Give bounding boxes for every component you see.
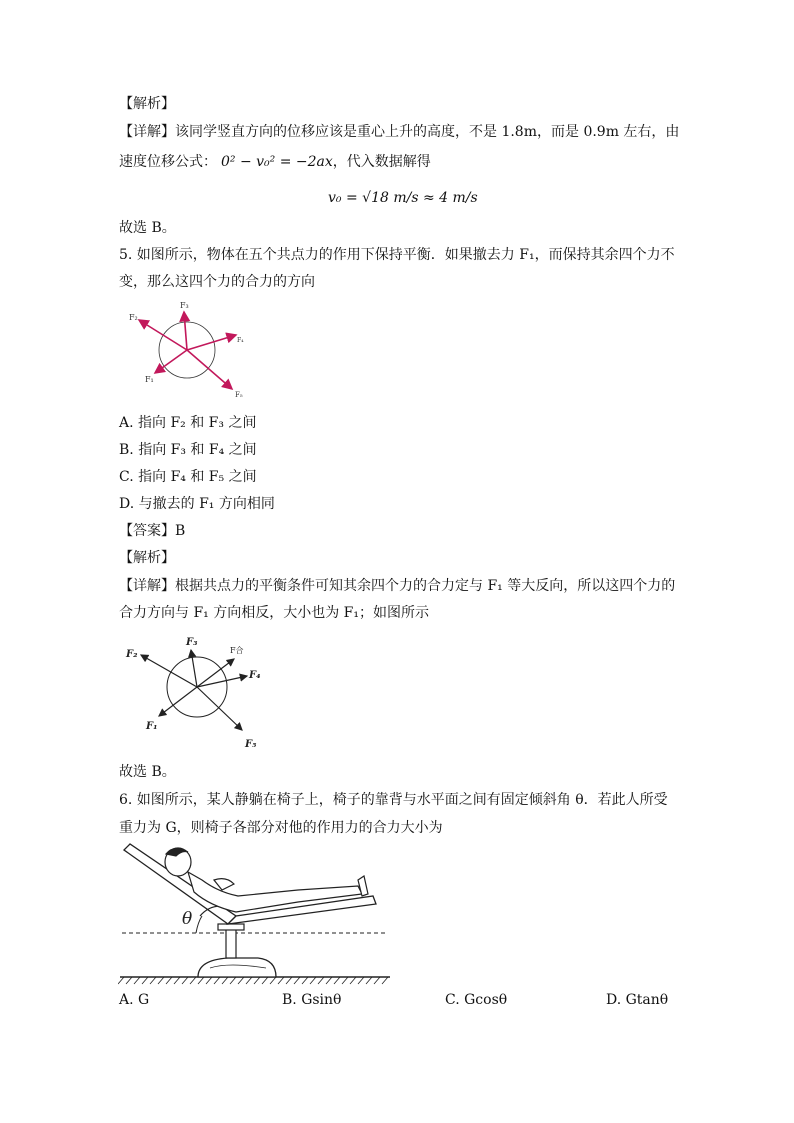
f3-vector — [184, 312, 187, 350]
f5-vector-2 — [197, 687, 242, 730]
f5-label-2: F₅ — [245, 739, 257, 750]
q4-detail-text: 该同学竖直方向的位移应该是重心上升的高度，不是 1.8m，而是 0.9m 左右，由 — [175, 124, 680, 140]
q5-analysis-heading: 【解析】 — [119, 550, 175, 566]
f2-vector — [139, 320, 187, 350]
f3-vector-2 — [191, 650, 197, 687]
q4-detail-line2 — [119, 152, 431, 172]
f3-label: F₃ — [180, 301, 189, 310]
f2-vector-2 — [141, 655, 197, 687]
q5-answer-line — [119, 521, 185, 541]
q5-detail-text1: 根据共点力的平衡条件可知其余四个力的合力定与 F₁ 等大反向，所以这四个力的 — [175, 578, 676, 594]
f1-label-2: F₁ — [146, 721, 158, 732]
theta-arc — [196, 916, 202, 933]
q5-answer: B — [175, 523, 186, 539]
q5-force-diagram — [125, 298, 265, 398]
q4-formula2: v₀ = √18 m/s ≈ 4 m/s — [328, 190, 478, 206]
f5-label: F₅ — [235, 391, 243, 398]
q4-formula1: 0² − v₀² = −2ax — [221, 154, 333, 170]
q6-option-d: D. Gtanθ — [606, 992, 669, 1008]
f2-label-2: F₂ — [126, 649, 138, 660]
f1-vector-2 — [159, 687, 197, 716]
f1-vector — [155, 350, 187, 373]
q5-detail-heading: 【详解】 — [119, 578, 175, 594]
q5-conclusion: 故选 B。 — [119, 764, 176, 780]
q6-stem-line1: 6. 如图所示，某人静躺在椅子上，椅子的靠背与水平面之间有固定倾斜角 θ．若此人所受 — [119, 792, 668, 808]
f3-label-2: F₃ — [186, 637, 198, 648]
ground-hatching — [118, 977, 388, 984]
q6-reclining-chair-figure — [118, 840, 393, 985]
q4-conclusion: 故选 B。 — [119, 220, 176, 236]
q4-formula-suffix: ，代入数据解得 — [332, 154, 431, 170]
f2-label: F₂ — [129, 313, 138, 322]
f4-label-2: F₄ — [249, 670, 261, 681]
f1-label: F₁ — [145, 375, 154, 384]
q6-option-a: A. G — [119, 992, 150, 1008]
q5-stem-line1: 5. 如图所示，物体在五个共点力的作用下保持平衡．如果撤去力 F₁，而保持其余四个力不 — [119, 247, 675, 263]
f5-vector — [187, 350, 232, 389]
q6-stem-line2: 重力为 G，则椅子各部分对他的作用力的合力大小为 — [119, 820, 443, 836]
theta-label: θ — [182, 909, 193, 929]
q5-option-c: C. 指向 F₄ 和 F₅ 之间 — [119, 469, 257, 485]
f-resultant-label: F合 — [230, 646, 244, 655]
q5-option-a: A. 指向 F₂ 和 F₃ 之间 — [119, 415, 257, 431]
q5-option-d: D. 与撤去的 F₁ 方向相同 — [119, 496, 275, 512]
q6-option-c: C. Gcosθ — [445, 992, 508, 1008]
q5-detail-line1 — [119, 576, 675, 596]
q6-option-b: B. Gsinθ — [282, 992, 342, 1008]
q5-stem-line2: 变，那么这四个力的合力的方向 — [119, 274, 315, 290]
analysis-heading: 【解析】 — [119, 96, 175, 112]
q4-detail-line1 — [119, 122, 679, 142]
detail-heading: 【详解】 — [119, 124, 175, 140]
q5-option-b: B. 指向 F₃ 和 F₄ 之间 — [119, 442, 257, 458]
q5-resultant-diagram — [122, 632, 272, 754]
f4-label: F₄ — [237, 337, 244, 344]
chair-post — [226, 928, 236, 958]
answer-heading: 【答案】 — [119, 523, 175, 539]
q4-formula-intro: 速度位移公式： — [119, 154, 217, 170]
q5-detail-line2: 合力方向与 F₁ 方向相反，大小也为 F₁；如图所示 — [119, 605, 430, 621]
